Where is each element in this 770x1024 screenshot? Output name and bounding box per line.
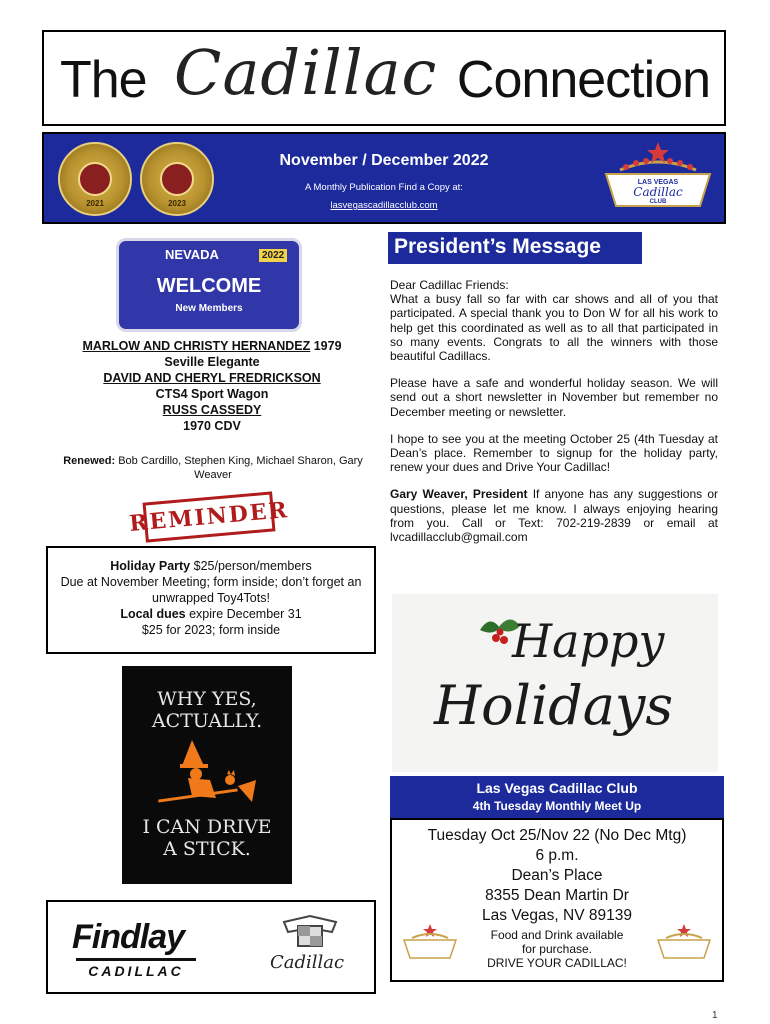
witch-poster-image: WHY YES, ACTUALLY. I CAN DRIVE A STICK. [122,666,292,884]
message-signature-paragraph: Gary Weaver, President If anyone has any suggestions or questions, please let me know. I always enjoying hearing from you. Call or Text: 702-219-2839 or email at lvcadillacclub@gmail.com [390,487,718,545]
masthead [42,30,726,126]
meetup-heading: Las Vegas Cadillac Club 4th Tuesday Monthly Meet Up [390,776,724,818]
svg-text:Cadillac: Cadillac [633,185,683,199]
member-entry: DAVID AND CHERYL FREDRICKSON [103,371,321,385]
issue-banner [42,132,726,224]
publication-tagline: A Monthly Publication Find a Copy at: [305,182,463,193]
page-number: 1 [712,1010,718,1021]
club-logo-icon [400,922,460,966]
plate-state: NEVADA [165,247,219,262]
member-entry: MARLOW AND CHRISTY HERNANDEZ 1979 [82,339,342,353]
presidents-message-heading: President’s Message [388,232,642,264]
holiday-party-box: Holiday Party $25/person/members Due at November Meeting; form inside; don’t forget an unwrapped Toy4Tots! Local dues expire December 31 $25 for 2023; form inside [46,546,376,654]
masthead-cadillac-script: Cadillac [174,36,438,109]
findlay-logo-text: Findlay [72,918,185,956]
member-car: 1970 CDV [183,419,241,433]
holidays-text: Holidays [434,674,674,737]
website-link[interactable]: lasvegascadillacclub.com [330,200,438,211]
member-car: Seville Elegante [164,355,260,369]
witch-on-broom-icon [152,736,262,816]
issue-date: November / December 2022 [279,152,489,169]
renewed-members: Renewed: Bob Cardillo, Stephen King, Michael Sharon, Gary Weaver [63,455,363,481]
cadillac-crest-icon [280,912,340,952]
happy-holidays-image [392,594,718,772]
welcome-license-plate [116,238,302,332]
svg-text:CLUB: CLUB [649,199,667,205]
drive-your-cadillac: DRIVE YOUR CADILLAC! [487,956,627,970]
new-members-list [52,338,372,434]
meetup-details: Tuesday Oct 25/Nov 22 (No Dec Mtg) 6 p.m. Dean’s Place 8355 Dean Martin Dr Las Vegas, NV 89139 Food and Drink available for purchase. DRIVE YOUR CADILLAC! [390,818,724,982]
cadillac-script-logo: Cadillac [270,952,345,973]
plate-year: 2022 [259,249,287,262]
findlay-logo-sub: CADILLAC [76,958,196,979]
member-entry: RUSS CASSEDY [162,403,262,417]
findlay-cadillac-sponsor [46,900,376,994]
message-paragraph: I hope to see you at the meeting October 25 (4th Tuesday at Dean’s place. Remember to signup for the holiday party, renew your dues and Drive Your Cadillac! [390,431,718,475]
message-paragraph: Dear Cadillac Friends: What a busy fall so far with car shows and all of you that participated. A special thank you to Don W for all his work to help get this coordinated as well as to all that participated in so many events. Congrats to all the winners with those beautiful Cadillacs. [390,278,718,364]
club-logo-icon [654,922,714,966]
plate-welcome: WELCOME [156,275,262,297]
masthead-connection: Connection [456,51,710,109]
meetup-time: 6 p.m. [535,847,579,864]
meetup-city: Las Vegas, NV 89139 [482,907,632,924]
member-car: CTS4 Sport Wagon [155,387,269,401]
award-medal-icon: 2021 [58,142,132,216]
happy-text: Happy [512,614,665,668]
masthead-the: The [60,51,147,109]
meetup-address: 8355 Dean Martin Dr [485,887,629,904]
award-medal-icon: 2023 [140,142,214,216]
presidents-message-body [390,278,718,557]
las-vegas-cadillac-club-logo [600,140,716,220]
message-paragraph: Please have a safe and wonderful holiday season. We will send out a short newsletter in November but remember no December meeting or newsletter. [390,376,718,419]
svg-text:LAS VEGAS: LAS VEGAS [637,179,679,186]
reminder-stamp: REMINDER [143,491,276,542]
meetup-date: Tuesday Oct 25/Nov 22 (No Dec Mtg) [427,827,687,844]
meetup-venue: Dean’s Place [511,867,603,884]
plate-new-members: New Members [175,303,243,314]
